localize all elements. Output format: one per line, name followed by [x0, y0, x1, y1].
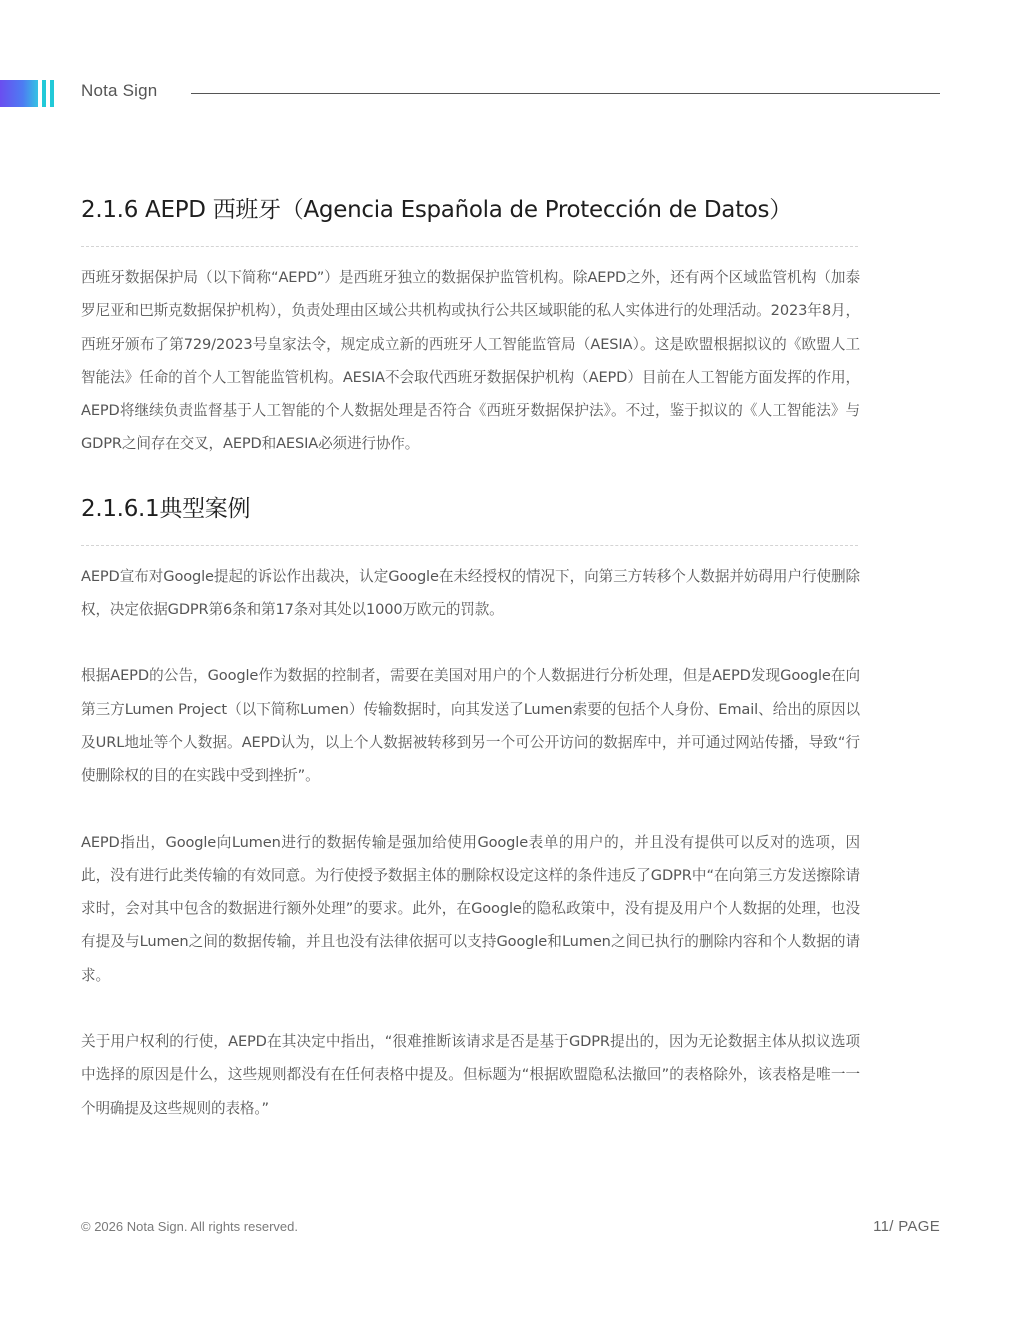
case-paragraph-1: AEPD宣布对Google提起的诉讼作出裁决，认定Google在未经授权的情况下，向第三方转移个人数据并妨碍用户行使删除权，决定依据GDPR第6条和第17条对其处以1000万欧元的罚款。 [81, 567, 860, 619]
header-divider [191, 93, 940, 94]
page-number: 11/ PAGE [873, 1218, 940, 1235]
section-title: 2.1.6 AEPD 西班牙（Agencia Española de Protección de Datos） [81, 197, 792, 223]
subsection-divider [81, 545, 858, 546]
subsection-title: 2.1.6.1典型案例 [81, 495, 251, 522]
section-divider [81, 246, 858, 247]
case-paragraph-3: AEPD指出，Google向Lumen进行的数据传输是强加给使用Google表单的用户的，并且没有提供可以反对的选项，因此，没有进行此类传输的有效同意。为行使授予数据主体的删除权设定这样的条件违反了GDPR中“在向第三方发送擦除请求时，会对其中包含的数据进行额外处理”的要求。此外，在Google的隐私政策中，没有提及用户个人数据的处理，也没有提及与Lumen之间的数据传输，并且也没有法律依据可以支持Google和Lumen之间已执行的删除内容和个人数据的请求。 [81, 833, 860, 984]
footer-copyright: © 2026 Nota Sign. All rights reserved. [81, 1219, 298, 1234]
brand-logo-icon [0, 80, 56, 107]
page-header [0, 80, 1020, 108]
main-content [81, 190, 860, 1125]
brand-name: Nota Sign [81, 81, 158, 100]
case-paragraph-4: 关于用户权利的行使，AEPD在其决定中指出，“很难推断该请求是否是基于GDPR提出的，因为无论数据主体从拟议选项中选择的原因是什么，这些规则都没有在任何表格中提及。但标题为“根据欧盟隐私法撤回”的表格除外，该表格是唯一一个明确提及这些规则的表格。” [81, 1033, 860, 1117]
section-intro-paragraph: 西班牙数据保护局（以下简称“AEPD”）是西班牙独立的数据保护监管机构。除AEPD之外，还有两个区域监管机构（加泰罗尼亚和巴斯克数据保护机构），负责处理由区域公共机构或执行公共区域职能的私人实体进行的处理活动。2023年8月，西班牙颁布了第729/2023号皇家法令，规定成立新的西班牙人工智能监管局（AESIA）。这是欧盟根据拟议的《欧盟人工智能法》任命的首个人工智能监管机构。AESIA不会取代西班牙数据保护机构（AEPD）目前在人工智能方面发挥的作用，AEPD将继续负责监督基于人工智能的个人数据处理是否符合《西班牙数据保护法》。不过，鉴于拟议的《人工智能法》与GDPR之间存在交叉，AEPD和AESIA必须进行协作。 [81, 269, 860, 453]
case-paragraph-2: 根据AEPD的公告，Google作为数据的控制者，需要在美国对用户的个人数据进行分析处理，但是AEPD发现Google在向第三方Lumen Project（以下简称Lumen）传输数据时，向其发送了Lumen索要的包括个人身份、Email、给出的原因以及URL地址等个人数据。AEPD认为，以上个人数据被转移到另一个可公开访问的数据库中，并可通过网站传播，导致“行使删除权的目的在实践中受到挫折”。 [81, 667, 860, 785]
